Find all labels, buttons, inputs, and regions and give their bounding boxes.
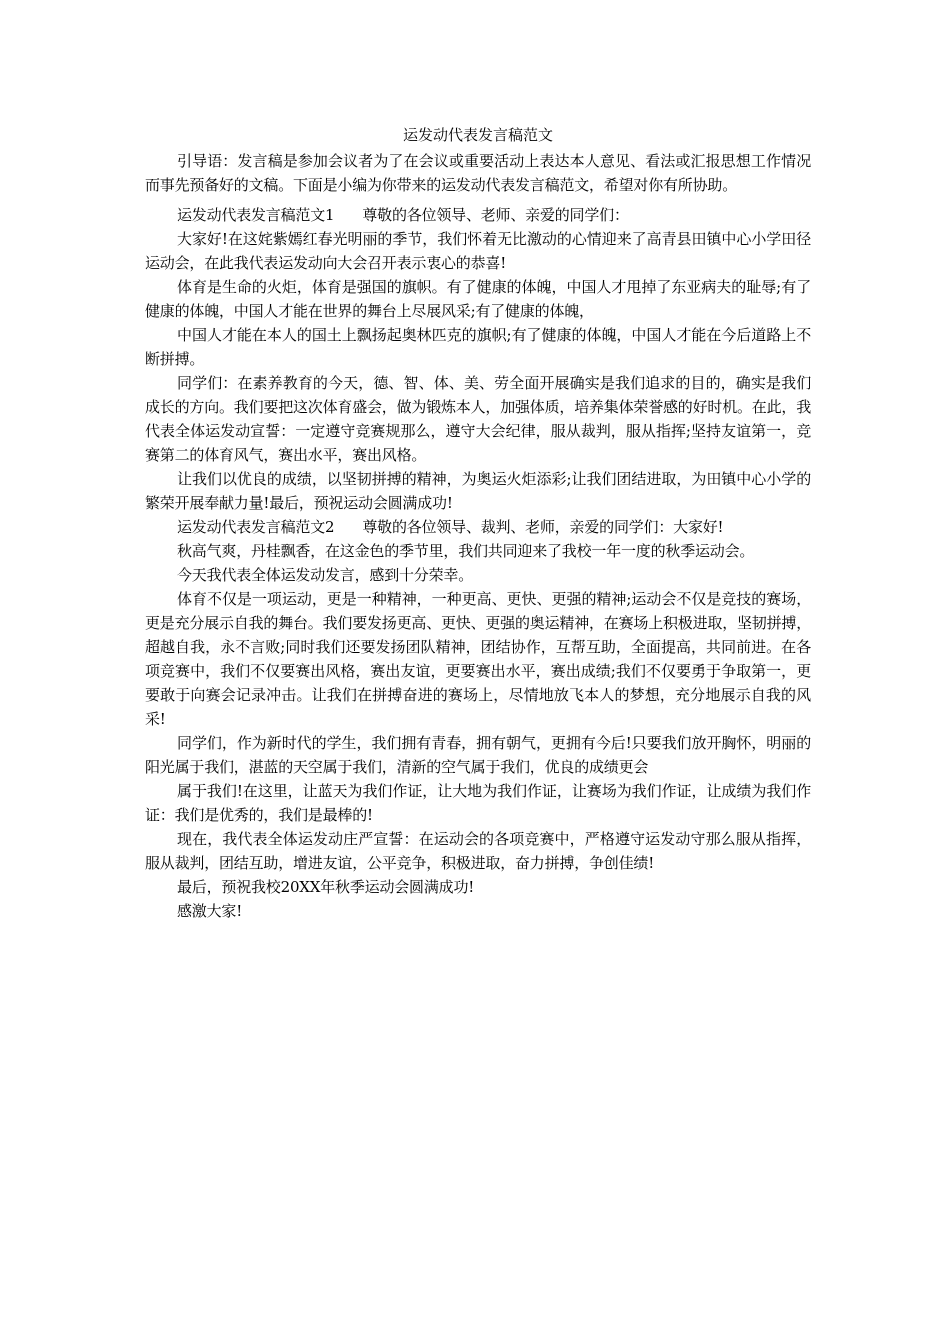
- body-paragraph: 中国人才能在本人的国土上飘扬起奥林匹克的旗帜;有了健康的体魄，中国人才能在今后道路上不断拼搏。: [145, 326, 811, 368]
- section-2-heading: 运发动代表发言稿范文2: [177, 518, 335, 536]
- body-paragraph: 属于我们!在这里，让蓝天为我们作证，让大地为我们作证，让赛场为我们作证，让成绩为我们作证：我们是优秀的，我们是最棒的!: [145, 782, 811, 824]
- body-paragraph: 最后，预祝我校20XX年秋季运动会圆满成功!: [177, 878, 475, 896]
- body-paragraph: 体育不仅是一项运动，更是一种精神，一种更高、更快、更强的精神;运动会不仅是竞技的赛场，更是充分展示自我的舞台。我们要发扬更高、更快、更强的奥运精神，在赛场上积极进取，坚韧拼搏，超越自我，永不言败;同时我们还要发扬团队精神，团结协作，互帮互助，全面提高，共同前进。在各项竞赛中，我们不仅要赛出风格，赛出友谊，更要赛出水平，赛出成绩;我们不仅要勇于争取第一，更要敢于向赛会记录冲击。让我们在拼搏奋进的赛场上，尽情地放飞本人的梦想，充分地展示自我的风采!: [145, 590, 812, 728]
- closing-paragraph: 感激大家!: [177, 902, 243, 920]
- section-2-heading-line: [145, 515, 811, 539]
- section-1-greeting: 尊敬的各位领导、老师、亲爱的同学们：: [362, 206, 629, 224]
- document-title: 运发动代表发言稿范文: [402, 126, 553, 144]
- section-1-heading-line: [145, 203, 811, 227]
- document-page: [145, 123, 811, 923]
- body-paragraph: 让我们以优良的成绩，以坚韧拼搏的精神，为奥运火炬添彩;让我们团结进取，为田镇中心小学的繁荣开展奉献力量!最后，预祝运动会圆满成功!: [145, 470, 811, 512]
- body-paragraph: 现在，我代表全体运发动庄严宣誓：在运动会的各项竞赛中，严格遵守运发动守那么服从指挥，服从裁判，团结互助，增进友谊，公平竞争，积极进取，奋力拼搏，争创佳绩!: [145, 830, 811, 872]
- body-paragraph: 体育是生命的火炬，体育是强国的旗帜。有了健康的体魄，中国人才甩掉了东亚病夫的耻辱;有了健康的体魄，中国人才能在世界的舞台上尽展风采;有了健康的体魄，: [145, 278, 811, 320]
- section-2-greeting: 尊敬的各位领导、裁判、老师，亲爱的同学们：大家好!: [362, 518, 724, 536]
- intro-paragraph: 引导语：发言稿是参加会议者为了在会议或重要活动上表达本人意见、看法或汇报思想工作情况而事先预备好的文稿。下面是小编为你带来的运发动代表发言稿范文，希望对你有所协助。: [145, 152, 811, 194]
- body-paragraph: 同学们，作为新时代的学生，我们拥有青春，拥有朝气，更拥有今后!只要我们放开胸怀，明丽的阳光属于我们，湛蓝的天空属于我们，清新的空气属于我们，优良的成绩更会: [145, 734, 811, 776]
- section-1-heading: 运发动代表发言稿范文1: [177, 206, 335, 224]
- body-paragraph: 大家好!在这姹紫嫣红春光明丽的季节，我们怀着无比激动的心情迎来了高青县田镇中心小学田径运动会，在此我代表运发动向大会召开表示衷心的恭喜!: [145, 230, 811, 272]
- body-paragraph: 秋高气爽，丹桂飘香，在这金色的季节里，我们共同迎来了我校一年一度的秋季运动会。: [177, 542, 755, 560]
- body-paragraph: 同学们：在素养教育的今天，德、智、体、美、劳全面开展确实是我们追求的目的，确实是我们成长的方向。我们要把这次体育盛会，做为锻炼本人，加强体质，培养集体荣誉感的好时机。在此，我代表全体运发动宣誓：一定遵守竞赛规那么，遵守大会纪律，服从裁判，服从指挥;坚持友谊第一，竞赛第二的体育风气，赛出水平，赛出风格。: [145, 374, 812, 464]
- body-paragraph: 今天我代表全体运发动发言，感到十分荣幸。: [177, 566, 474, 584]
